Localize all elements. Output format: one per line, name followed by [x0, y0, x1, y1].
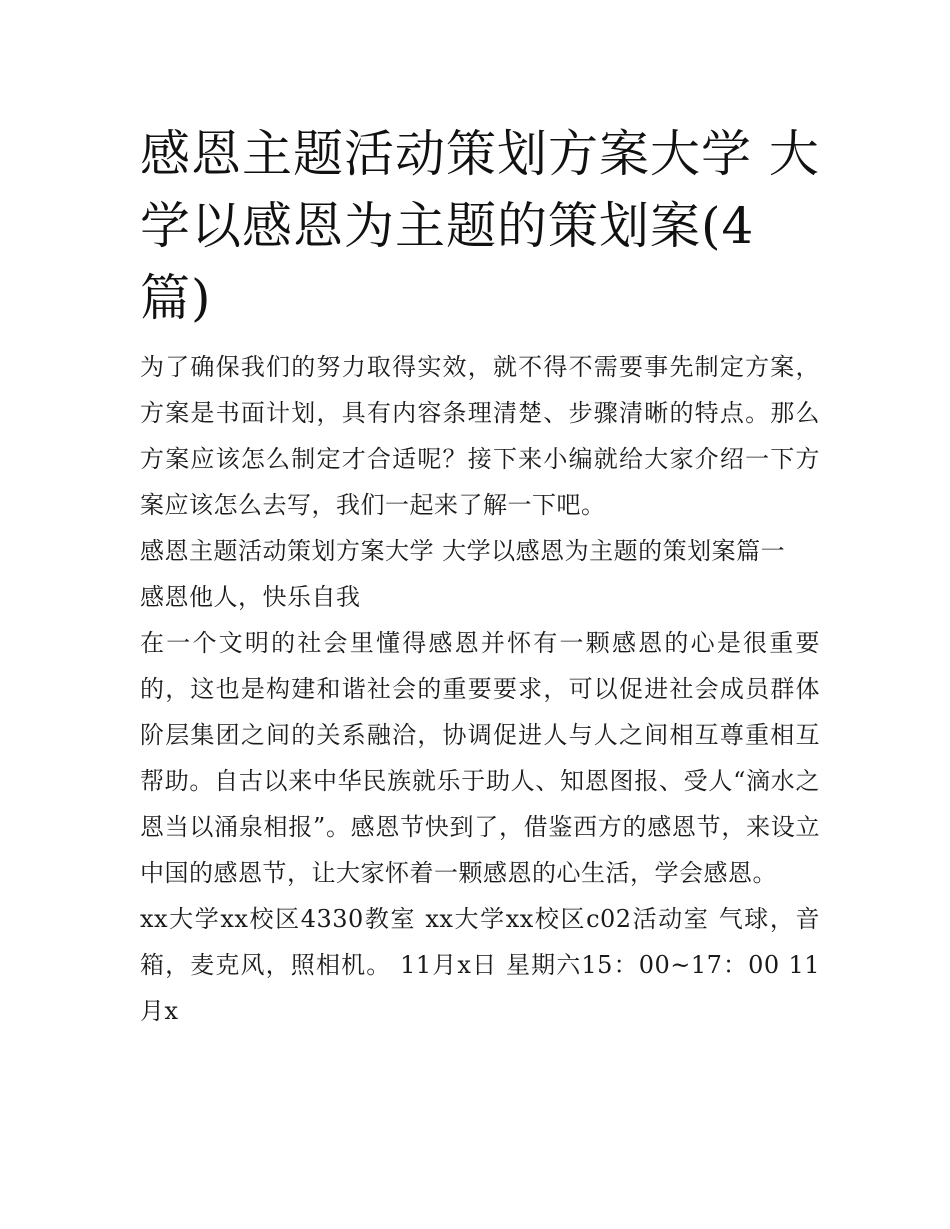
- details-paragraph: xx大学xx校区4330教室 xx大学xx校区c02活动室 气球，音箱，麦克风，照相机。 11月x日 星期六15：00~17：00 11月x: [140, 905, 820, 1025]
- section-subtitle: 感恩他人，快乐自我: [140, 583, 361, 611]
- section-heading: 感恩主题活动策划方案大学 大学以感恩为主题的策划案篇一: [140, 537, 786, 565]
- document-title: 感恩主题活动策划方案大学 大学以感恩为主题的策划案(4篇): [140, 125, 820, 327]
- body-paragraph: 在一个文明的社会里懂得感恩并怀有一颗感恩的心是很重要的，这也是构建和谐社会的重要要求，可以促进社会成员群体阶层集团之间的关系融洽，协调促进人与人之间相互尊重相互帮助。自古以来中华民族就乐于助人、知恩图报、受人“滴水之恩当以涌泉相报”。感恩节快到了，借鉴西方的感恩节，来设立中国的感恩节，让大家怀着一颗感恩的心生活，学会感恩。: [140, 629, 820, 887]
- document-page: [140, 118, 820, 1034]
- intro-paragraph: 为了确保我们的努力取得实效，就不得不需要事先制定方案，方案是书面计划，具有内容条理清楚、步骤清晰的特点。那么方案应该怎么制定才合适呢？接下来小编就给大家介绍一下方案应该怎么去写，我们一起来了解一下吧。: [140, 353, 820, 519]
